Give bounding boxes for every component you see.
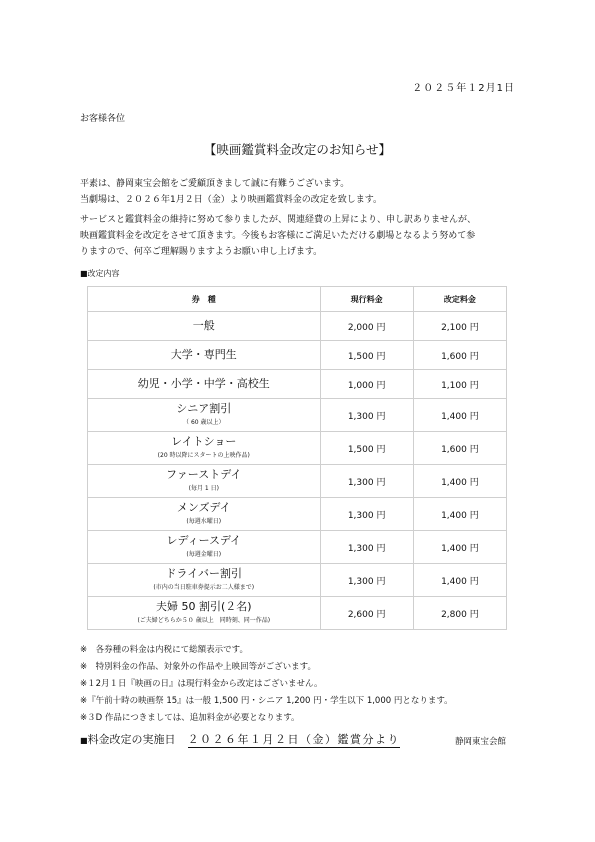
section-label: ■改定内容: [80, 269, 120, 278]
new-price: 1,400 円: [441, 477, 479, 488]
note-item: ※『午前十時の映画祭 15』は一般 1,500 円・シニア 1,200 円・学生以下 1,000 円となります。: [80, 696, 453, 706]
table-row: [88, 341, 507, 370]
header-current-price: 現行料金: [320, 287, 413, 312]
new-price-cell: [413, 399, 506, 432]
square-bullet-icon: ■: [80, 736, 88, 745]
addressee: お客様各位: [80, 114, 126, 124]
ticket-name: メンズデイ: [176, 501, 231, 514]
current-price: 2,000 円: [347, 322, 386, 333]
current-price: 1,300 円: [347, 576, 386, 587]
note-item: ※３D 作品につきましては、追加料金が必要となります。: [80, 713, 300, 723]
note-item: ※ 特別料金の作品、対象外の作品や上映回等がございます。: [80, 662, 316, 672]
paragraph-line: 平素は、静岡東宝会館をご愛顧頂きまして誠に有難うございます。: [80, 179, 350, 189]
new-price: 2,100 円: [441, 322, 479, 333]
table-row: [88, 564, 507, 597]
new-price: 1,600 円: [441, 444, 479, 455]
current-price: 1,500 円: [347, 444, 386, 455]
ticket-type-cell: [88, 465, 321, 498]
ticket-name: 夫婦 50 割引(２名): [155, 600, 252, 613]
ticket-name: 一般: [192, 319, 215, 332]
new-price-cell: [413, 341, 506, 370]
ticket-condition: (毎月 1 日): [188, 485, 219, 492]
table-row: [88, 465, 507, 498]
current-price: 1,000 円: [347, 380, 386, 391]
current-price-cell: [320, 312, 413, 341]
effective-date-line: [80, 731, 400, 747]
fee-table: [87, 286, 507, 630]
ticket-condition: (毎週金曜日): [186, 551, 222, 558]
ticket-condition: (ご夫婦どちらか５０ 歳以上 同時刻、同一作品): [137, 617, 271, 624]
ticket-name: シニア割引: [176, 402, 232, 415]
paragraph-line: サービスと鑑賞料金の維持に努めて参りましたが、関連経費の上昇により、申し訳ありませんが、: [80, 215, 477, 225]
ticket-type-cell: [88, 370, 321, 399]
ticket-type-cell: [88, 498, 321, 531]
table-row: [88, 498, 507, 531]
current-price: 2,600 円: [347, 609, 386, 620]
current-price-cell: [320, 597, 413, 630]
ticket-condition: (市内の当日駐車券提示お二人様まで): [153, 584, 255, 591]
table-header-row: [88, 287, 507, 312]
organization-name: 静岡東宝会館: [454, 737, 506, 747]
current-price-cell: [320, 531, 413, 564]
document-title: 【映画鑑賞料金改定のお知らせ】: [203, 142, 392, 157]
ticket-type-cell: [88, 312, 321, 341]
new-price-cell: [413, 370, 506, 399]
note-item: ※１2月１日『映画の日』は現行料金から改定はございません。: [80, 679, 323, 689]
document-date: ２０２５年１2月1日: [412, 83, 515, 94]
greeting-paragraph: [80, 176, 382, 208]
new-price: 1,400 円: [441, 411, 479, 422]
new-price-cell: [413, 465, 506, 498]
new-price-cell: [413, 498, 506, 531]
current-price: 1,300 円: [347, 543, 386, 554]
current-price: 1,300 円: [347, 477, 386, 488]
table-row: [88, 370, 507, 399]
current-price-cell: [320, 432, 413, 465]
current-price: 1,300 円: [347, 411, 386, 422]
new-price: 1,600 円: [441, 351, 479, 362]
ticket-type-cell: [88, 432, 321, 465]
new-price-cell: [413, 531, 506, 564]
ticket-type-cell: [88, 597, 321, 630]
paragraph-line: 映画鑑賞料金を改定をさせて頂きます。今後もお客様にご満足いただける劇場となるよう努めて参: [80, 231, 476, 241]
ticket-type-cell: [88, 531, 321, 564]
ticket-name: ファーストデイ: [166, 468, 242, 481]
ticket-name: レイトショー: [171, 435, 237, 448]
notes-list: [80, 642, 453, 727]
current-price: 1,500 円: [347, 351, 386, 362]
table-row: [88, 399, 507, 432]
ticket-condition: （ 60 歳以上）: [183, 419, 225, 426]
new-price: 1,400 円: [441, 510, 479, 521]
effective-date: ２０２６年１月２日（金）鑑賞分より: [187, 733, 401, 746]
new-price: 1,400 円: [441, 543, 479, 554]
ticket-type-cell: [88, 564, 321, 597]
ticket-condition: (毎週水曜日): [186, 518, 222, 525]
current-price-cell: [320, 399, 413, 432]
current-price-cell: [320, 370, 413, 399]
header-new-price: 改定料金: [413, 287, 506, 312]
ticket-type-cell: [88, 399, 321, 432]
new-price-cell: [413, 432, 506, 465]
new-price-cell: [413, 597, 506, 630]
ticket-condition: (20 時以降にスタートの上映作品): [157, 452, 250, 459]
explanation-paragraph: [80, 212, 476, 260]
note-item: ※ 各券種の料金は内税にて総額表示です。: [80, 645, 248, 655]
paragraph-line: 当劇場は、２０２６年1月２日（金）より映画鑑賞料金の改定を致します。: [80, 195, 383, 205]
table-row: [88, 312, 507, 341]
new-price-cell: [413, 312, 506, 341]
ticket-type-cell: [88, 341, 321, 370]
ticket-name: 幼児・小学・中学・高校生: [137, 377, 270, 390]
paragraph-line: りますので、何卒ご理解賜りますようお願い申し上げます。: [80, 247, 323, 257]
current-price-cell: [320, 341, 413, 370]
effective-label: 料金改定の実施日: [87, 733, 176, 746]
ticket-name: 大学・専門生: [170, 348, 237, 361]
new-price-cell: [413, 564, 506, 597]
new-price: 1,400 円: [441, 576, 479, 587]
current-price-cell: [320, 564, 413, 597]
current-price: 1,300 円: [347, 510, 386, 521]
table-row: [88, 597, 507, 630]
new-price: 2,800 円: [441, 609, 479, 620]
ticket-name: ドライバー割引: [165, 567, 242, 580]
current-price-cell: [320, 498, 413, 531]
ticket-name: レディースデイ: [166, 534, 242, 547]
table-row: [88, 531, 507, 564]
current-price-cell: [320, 465, 413, 498]
header-ticket-type: 券 種: [88, 287, 321, 312]
new-price: 1,100 円: [441, 380, 479, 391]
table-row: [88, 432, 507, 465]
